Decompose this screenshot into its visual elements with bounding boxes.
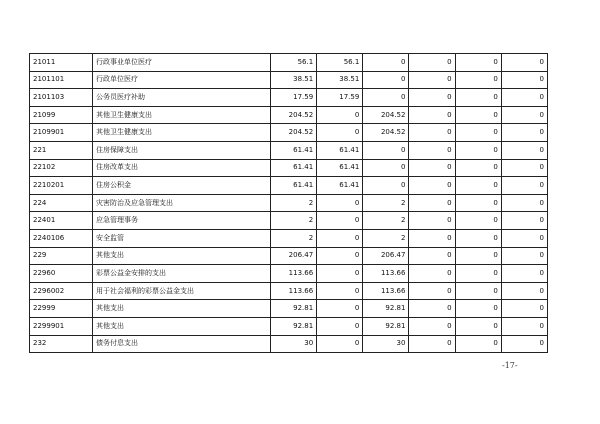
amount-cell: 56.1 [317, 54, 363, 72]
amount-cell: 0 [409, 300, 455, 318]
amount-cell: 0 [409, 247, 455, 265]
amount-cell: 0 [455, 106, 501, 124]
amount-cell: 0 [363, 177, 409, 195]
subject-name-cell: 其他支出 [93, 300, 271, 318]
amount-cell: 0 [317, 229, 363, 247]
amount-cell: 0 [455, 159, 501, 177]
amount-cell: 0 [317, 247, 363, 265]
amount-cell: 0 [455, 300, 501, 318]
amount-cell: 0 [409, 229, 455, 247]
amount-cell: 0 [501, 71, 547, 89]
amount-cell: 0 [455, 282, 501, 300]
subject-name-cell: 住房改革支出 [93, 159, 271, 177]
subject-name-cell: 应急管理事务 [93, 212, 271, 230]
budget-table [29, 53, 548, 353]
amount-cell: 0 [501, 265, 547, 283]
amount-cell: 2 [363, 212, 409, 230]
subject-name-cell: 公务员医疗补助 [93, 89, 271, 107]
table-row [30, 159, 548, 177]
amount-cell: 0 [317, 282, 363, 300]
amount-cell: 206.47 [271, 247, 317, 265]
amount-cell: 0 [409, 335, 455, 353]
amount-cell: 0 [317, 212, 363, 230]
amount-cell: 17.59 [271, 89, 317, 107]
amount-cell: 0 [501, 300, 547, 318]
amount-cell: 61.41 [271, 177, 317, 195]
amount-cell: 0 [409, 124, 455, 142]
table-row [30, 247, 548, 265]
amount-cell: 38.51 [317, 71, 363, 89]
subject-code-cell: 2101103 [30, 89, 93, 107]
amount-cell: 0 [363, 71, 409, 89]
amount-cell: 0 [317, 317, 363, 335]
amount-cell: 0 [501, 124, 547, 142]
table-row [30, 229, 548, 247]
amount-cell: 0 [409, 54, 455, 72]
amount-cell: 0 [363, 141, 409, 159]
table-row [30, 71, 548, 89]
amount-cell: 0 [501, 212, 547, 230]
page-number: -17- [502, 361, 518, 370]
subject-code-cell: 224 [30, 194, 93, 212]
amount-cell: 204.52 [363, 124, 409, 142]
amount-cell: 61.41 [317, 177, 363, 195]
amount-cell: 61.41 [271, 141, 317, 159]
amount-cell: 2 [271, 194, 317, 212]
amount-cell: 0 [501, 194, 547, 212]
amount-cell: 0 [409, 177, 455, 195]
amount-cell: 113.66 [363, 265, 409, 283]
subject-code-cell: 2296002 [30, 282, 93, 300]
amount-cell: 0 [501, 106, 547, 124]
table-row [30, 141, 548, 159]
table-row [30, 282, 548, 300]
subject-name-cell: 彩票公益金安排的支出 [93, 265, 271, 283]
subject-name-cell: 住房保障支出 [93, 141, 271, 159]
amount-cell: 2 [363, 229, 409, 247]
amount-cell: 0 [455, 265, 501, 283]
amount-cell: 0 [409, 265, 455, 283]
amount-cell: 113.66 [271, 282, 317, 300]
subject-name-cell: 住房公积金 [93, 177, 271, 195]
amount-cell: 204.52 [271, 124, 317, 142]
subject-name-cell: 用于社会福利的彩票公益金支出 [93, 282, 271, 300]
subject-code-cell: 22960 [30, 265, 93, 283]
amount-cell: 0 [455, 317, 501, 335]
amount-cell: 0 [317, 194, 363, 212]
amount-cell: 0 [409, 212, 455, 230]
amount-cell: 0 [317, 124, 363, 142]
amount-cell: 0 [409, 89, 455, 107]
amount-cell: 0 [455, 212, 501, 230]
amount-cell: 0 [317, 106, 363, 124]
amount-cell: 113.66 [363, 282, 409, 300]
subject-name-cell: 行政单位医疗 [93, 71, 271, 89]
amount-cell: 0 [501, 159, 547, 177]
subject-code-cell: 2210201 [30, 177, 93, 195]
subject-code-cell: 22401 [30, 212, 93, 230]
table-row [30, 212, 548, 230]
amount-cell: 92.81 [271, 317, 317, 335]
amount-cell: 0 [455, 229, 501, 247]
subject-code-cell: 22999 [30, 300, 93, 318]
table-row [30, 335, 548, 353]
amount-cell: 0 [455, 124, 501, 142]
amount-cell: 61.41 [317, 159, 363, 177]
amount-cell: 204.52 [271, 106, 317, 124]
amount-cell: 0 [501, 89, 547, 107]
amount-cell: 0 [409, 194, 455, 212]
table-row [30, 265, 548, 283]
amount-cell: 0 [455, 89, 501, 107]
amount-cell: 0 [455, 194, 501, 212]
amount-cell: 30 [363, 335, 409, 353]
subject-code-cell: 232 [30, 335, 93, 353]
amount-cell: 0 [501, 54, 547, 72]
amount-cell: 0 [409, 71, 455, 89]
amount-cell: 0 [363, 54, 409, 72]
subject-code-cell: 22102 [30, 159, 93, 177]
amount-cell: 0 [455, 54, 501, 72]
amount-cell: 0 [501, 141, 547, 159]
amount-cell: 0 [409, 282, 455, 300]
subject-code-cell: 2101101 [30, 71, 93, 89]
amount-cell: 0 [363, 89, 409, 107]
table-row [30, 317, 548, 335]
table-body [30, 54, 548, 353]
table-row [30, 194, 548, 212]
amount-cell: 0 [501, 229, 547, 247]
subject-code-cell: 2240106 [30, 229, 93, 247]
amount-cell: 0 [455, 335, 501, 353]
subject-name-cell: 行政事业单位医疗 [93, 54, 271, 72]
amount-cell: 0 [455, 71, 501, 89]
subject-name-cell: 其他卫生健康支出 [93, 106, 271, 124]
amount-cell: 0 [455, 247, 501, 265]
subject-code-cell: 21099 [30, 106, 93, 124]
amount-cell: 2 [271, 229, 317, 247]
amount-cell: 0 [409, 141, 455, 159]
amount-cell: 0 [501, 247, 547, 265]
amount-cell: 0 [455, 141, 501, 159]
amount-cell: 0 [455, 177, 501, 195]
amount-cell: 61.41 [317, 141, 363, 159]
subject-code-cell: 2109901 [30, 124, 93, 142]
table-row [30, 300, 548, 318]
amount-cell: 56.1 [271, 54, 317, 72]
amount-cell: 0 [317, 335, 363, 353]
amount-cell: 0 [501, 177, 547, 195]
subject-name-cell: 灾害防治及应急管理支出 [93, 194, 271, 212]
amount-cell: 0 [409, 159, 455, 177]
amount-cell: 92.81 [363, 300, 409, 318]
amount-cell: 113.66 [271, 265, 317, 283]
amount-cell: 0 [501, 282, 547, 300]
amount-cell: 92.81 [271, 300, 317, 318]
table-row [30, 89, 548, 107]
amount-cell: 0 [501, 335, 547, 353]
amount-cell: 0 [363, 159, 409, 177]
subject-code-cell: 2299901 [30, 317, 93, 335]
subject-name-cell: 债务付息支出 [93, 335, 271, 353]
amount-cell: 206.47 [363, 247, 409, 265]
amount-cell: 30 [271, 335, 317, 353]
subject-name-cell: 其他支出 [93, 317, 271, 335]
amount-cell: 0 [501, 317, 547, 335]
subject-code-cell: 21011 [30, 54, 93, 72]
subject-code-cell: 229 [30, 247, 93, 265]
subject-code-cell: 221 [30, 141, 93, 159]
table-row [30, 124, 548, 142]
table-row [30, 106, 548, 124]
amount-cell: 2 [271, 212, 317, 230]
table-row [30, 177, 548, 195]
subject-name-cell: 安全监管 [93, 229, 271, 247]
subject-name-cell: 其他卫生健康支出 [93, 124, 271, 142]
amount-cell: 17.59 [317, 89, 363, 107]
amount-cell: 204.52 [363, 106, 409, 124]
amount-cell: 2 [363, 194, 409, 212]
amount-cell: 92.81 [363, 317, 409, 335]
amount-cell: 61.41 [271, 159, 317, 177]
subject-name-cell: 其他支出 [93, 247, 271, 265]
amount-cell: 38.51 [271, 71, 317, 89]
table-row [30, 54, 548, 72]
amount-cell: 0 [317, 300, 363, 318]
amount-cell: 0 [409, 317, 455, 335]
amount-cell: 0 [409, 106, 455, 124]
amount-cell: 0 [317, 265, 363, 283]
